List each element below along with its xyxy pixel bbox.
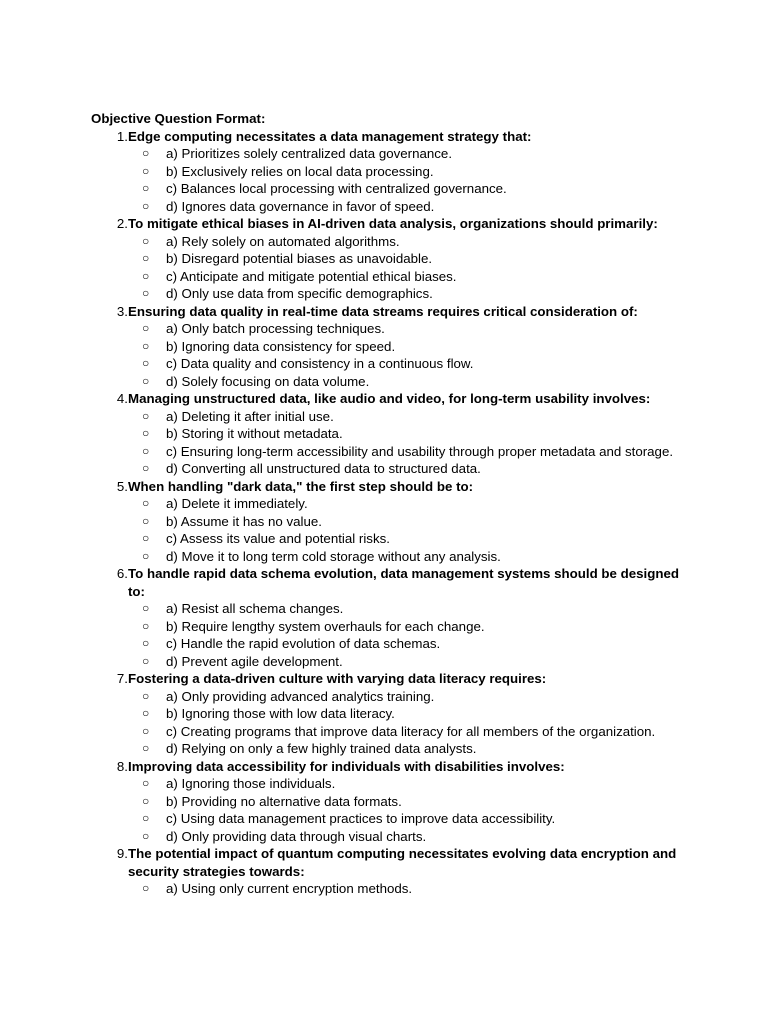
option-text: a) Using only current encryption methods. [166,881,413,896]
hollow-circle-bullet-icon: ○ [142,338,150,353]
option-item [128,320,691,338]
hollow-circle-bullet-icon: ○ [142,198,150,213]
option-item [128,530,691,548]
question-item [91,215,691,303]
option-list [128,880,691,898]
option-text: a) Only providing advanced analytics training. [166,688,435,704]
hollow-circle-bullet-icon: ○ [142,723,150,738]
hollow-circle-bullet-icon: ○ [142,268,150,283]
hollow-circle-bullet-icon: ○ [142,513,150,528]
question-item [91,565,691,670]
hollow-circle-bullet-icon: ○ [142,741,150,755]
option-text: d) Only providing data through visual charts. [166,828,427,844]
question-number: 5. [116,478,128,494]
option-item [128,495,691,513]
option-text: b) Ignoring data consistency for speed. [166,338,396,354]
option-text: c) Creating programs that improve data literacy for all members of the organization. [166,723,656,739]
hollow-circle-bullet-icon: ○ [142,408,150,423]
option-text: b) Disregard potential biases as unavoidable. [166,251,433,266]
hollow-circle-bullet-icon: ○ [142,776,150,790]
document-heading: Objective Question Format: [91,111,266,126]
option-text: a) Ignoring those individuals. [166,776,336,791]
hollow-circle-bullet-icon: ○ [142,688,150,703]
hollow-circle-bullet-icon: ○ [142,828,150,843]
option-item [128,810,691,828]
option-text: a) Deleting it after initial use. [166,408,334,424]
option-text: b) Ignoring those with low data literacy. [166,706,395,721]
hollow-circle-bullet-icon: ○ [142,811,150,825]
option-text: a) Rely solely on automated algorithms. [166,233,400,249]
hollow-circle-bullet-icon: ○ [142,356,150,370]
option-item [128,740,691,758]
question-number: 6. [116,566,128,581]
option-list [128,775,691,845]
question-number: 9. [116,846,128,861]
option-list [128,495,691,565]
option-item [128,338,691,356]
question-item [91,303,691,391]
hollow-circle-bullet-icon: ○ [142,706,150,720]
option-text: a) Prioritizes solely centralized data governance. [166,146,453,161]
question-item [91,128,691,216]
option-item [128,513,691,531]
option-text: d) Solely focusing on data volume. [166,373,370,389]
option-text: a) Delete it immediately. [166,496,308,511]
hollow-circle-bullet-icon: ○ [142,636,150,650]
question-text: When handling "dark data," the first step should be to: [128,478,474,494]
option-list [128,145,691,215]
question-item [91,478,691,566]
question-item [91,845,691,898]
hollow-circle-bullet-icon: ○ [142,426,150,440]
option-item [128,355,691,373]
option-item [128,198,691,216]
hollow-circle-bullet-icon: ○ [142,653,150,668]
option-item [128,180,691,198]
option-item [128,163,691,181]
option-item [128,285,691,303]
question-number: 3. [116,303,128,319]
question-item [91,758,691,846]
option-text: c) Balances local processing with centralized governance. [166,181,507,196]
option-item [128,705,691,723]
option-text: d) Ignores data governance in favor of speed. [166,198,435,214]
question-item [91,670,691,758]
option-text: d) Relying on only a few highly trained data analysts. [166,741,477,756]
option-list [128,320,691,390]
option-item [128,408,691,426]
hollow-circle-bullet-icon: ○ [142,531,150,545]
option-item [128,723,691,741]
hollow-circle-bullet-icon: ○ [142,181,150,195]
option-text: b) Storing it without metadata. [166,426,343,441]
option-item [128,793,691,811]
hollow-circle-bullet-icon: ○ [142,548,150,563]
hollow-circle-bullet-icon: ○ [142,461,150,475]
question-number: 2. [116,216,128,231]
option-item [128,233,691,251]
hollow-circle-bullet-icon: ○ [142,373,150,388]
hollow-circle-bullet-icon: ○ [142,163,150,178]
option-text: c) Anticipate and mitigate potential ethical biases. [166,268,457,284]
option-item [128,775,691,793]
option-item [128,268,691,286]
question-number: 4. [116,391,128,406]
option-text: c) Assess its value and potential risks. [166,531,390,546]
option-list [128,233,691,303]
question-text: Edge computing necessitates a data management strategy that: [128,128,532,144]
option-item [128,145,691,163]
option-text: c) Ensuring long-term accessibility and usability through proper metadata and storage. [166,443,674,459]
hollow-circle-bullet-icon: ○ [142,618,150,633]
option-item [128,828,691,846]
question-item [91,390,691,478]
option-item [128,880,691,898]
hollow-circle-bullet-icon: ○ [142,793,150,808]
option-list [128,408,691,478]
hollow-circle-bullet-icon: ○ [142,146,150,160]
question-number: 1. [116,128,128,144]
hollow-circle-bullet-icon: ○ [142,601,150,615]
question-text: Fostering a data-driven culture with varying data literacy requires: [128,671,547,686]
option-text: b) Assume it has no value. [166,513,322,529]
question-text: The potential impact of quantum computing necessitates evolving data encryption and security strategies towards: [128,846,677,879]
option-text: d) Only use data from specific demographics. [166,286,433,301]
option-item [128,653,691,671]
document-content [91,110,691,898]
hollow-circle-bullet-icon: ○ [142,286,150,300]
question-list [91,128,691,898]
question-text: To mitigate ethical biases in AI-driven data analysis, organizations should primarily: [128,216,658,231]
option-item [128,548,691,566]
option-text: a) Only batch processing techniques. [166,321,385,336]
option-list [128,688,691,758]
option-item [128,635,691,653]
hollow-circle-bullet-icon: ○ [142,496,150,510]
question-number: 7. [116,671,128,686]
option-text: b) Providing no alternative data formats. [166,793,402,809]
question-text: Managing unstructured data, like audio and video, for long-term usability involves: [128,391,651,406]
option-item [128,443,691,461]
question-text: Improving data accessibility for individuals with disabilities involves: [128,758,565,774]
option-text: b) Require lengthy system overhauls for each change. [166,618,485,634]
hollow-circle-bullet-icon: ○ [142,251,150,265]
hollow-circle-bullet-icon: ○ [142,881,150,895]
option-item [128,688,691,706]
hollow-circle-bullet-icon: ○ [142,233,150,248]
option-text: c) Handle the rapid evolution of data schemas. [166,636,441,651]
option-text: a) Resist all schema changes. [166,601,344,616]
option-text: b) Exclusively relies on local data processing. [166,163,434,179]
option-text: d) Prevent agile development. [166,653,343,669]
hollow-circle-bullet-icon: ○ [142,443,150,458]
option-item [128,600,691,618]
option-item [128,460,691,478]
hollow-circle-bullet-icon: ○ [142,321,150,335]
question-text: To handle rapid data schema evolution, data management systems should be designed to: [128,566,679,599]
option-item [128,618,691,636]
question-number: 8. [116,758,128,774]
option-text: c) Using data management practices to improve data accessibility. [166,811,556,826]
option-text: c) Data quality and consistency in a continuous flow. [166,356,474,371]
option-list [128,600,691,670]
option-text: d) Move it to long term cold storage without any analysis. [166,548,501,564]
option-item [128,373,691,391]
option-text: d) Converting all unstructured data to structured data. [166,461,481,476]
option-item [128,425,691,443]
question-text: Ensuring data quality in real-time data streams requires critical consideration of: [128,303,638,319]
option-item [128,250,691,268]
